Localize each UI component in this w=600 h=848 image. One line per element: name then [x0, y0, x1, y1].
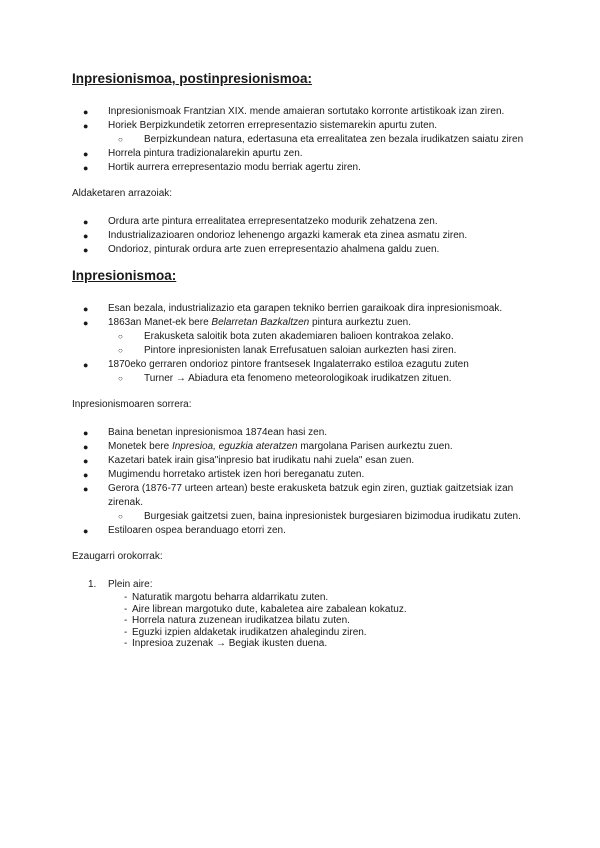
list-item: ● Horiek Berpizkundetik zetorren errepresentazio sistemarekin apurtu zuten.: [83, 120, 438, 131]
label-aldaketaren-arrazoiak: Aldaketaren arrazoiak:: [72, 188, 173, 199]
bullet-icon: ●: [83, 245, 89, 255]
bullet-icon: ●: [83, 121, 89, 131]
list-item: ● Ordura arte pintura errealitatea errepresentatzeko modurik zehatzena zen.: [83, 216, 438, 227]
list-item: ● Baina benetan inpresionismoa 1874ean hasi zen.: [83, 427, 328, 438]
circle-bullet-icon: ○: [118, 332, 123, 341]
dash-icon: -: [124, 626, 128, 638]
heading-inpresionismoa: Inpresionismoa:: [72, 268, 177, 283]
dash-item: - Aire librean margotuko dute, kabaletea aire zabalean kokatuz.: [124, 603, 407, 615]
intro-list: [72, 105, 528, 175]
list-item: ● 1870eko gerraren ondorioz pintore frantsesek Ingalaterrako estiloa ezagutu zuten: [83, 359, 469, 370]
label-inpresionismoaren-sorrera: Inpresionismoaren sorrera:: [72, 399, 192, 410]
dash-icon: -: [124, 603, 128, 615]
painting-title: Belarretan Bazkaltzen: [211, 317, 310, 328]
bullet-icon: ●: [83, 484, 89, 494]
dash-icon: -: [124, 615, 128, 626]
list-item: ● 1863an Manet-ek bere Belarretan Bazkaltzen pintura aurkeztu zuen.: [83, 317, 411, 328]
ezaugarri-list: [72, 578, 528, 650]
circle-bullet-icon: ○: [118, 135, 123, 144]
inpresionismoa-list: [72, 302, 528, 386]
aldaketa-list: [72, 215, 528, 257]
list-item: ● Hortik aurrera errepresentazio modu berriak agertu ziren.: [83, 162, 361, 173]
sorrera-list: [72, 426, 528, 538]
bullet-icon: ●: [83, 107, 89, 117]
list-item: ● Kazetari batek irain gisa"inpresio bat irudikatu nahi zuela" esan zuen.: [83, 455, 415, 466]
list-item: ● Gerora (1876-77 urteen artean) beste erakusketa batzuk egin ziren, guztiak gaitzetsiak izan zirenak.: [83, 483, 514, 508]
dash-icon: -: [124, 592, 128, 603]
list-item: ● Mugimendu horretako artistek izen hori bereganatu zuten.: [83, 469, 365, 480]
bullet-icon: ●: [83, 526, 89, 536]
dash-item: - Eguzki izpien aldaketak irudikatzen ahalegindu ziren.: [124, 626, 367, 638]
painting-title: Inpresioa, eguzkia ateratzen: [171, 441, 298, 452]
dash-item: - Horrela natura zuzenean irudikatzea bilatu zuten.: [124, 615, 350, 626]
label-ezaugarri-orokorrak: Ezaugarri orokorrak:: [72, 551, 163, 562]
sub-list-item: ○ Burgesiak gaitzetsi zuen, baina inpresionistek burgesiaren bizimodua irudikatu zuten.: [118, 511, 521, 522]
bullet-icon: ●: [83, 318, 89, 328]
bullet-icon: ●: [83, 442, 89, 452]
list-item: ● Horrela pintura tradizionalarekin apurtu zen.: [83, 148, 303, 159]
sub-list-item: ○ Erakusketa saloitik bota zuten akademiaren balioen kontrakoa zelako.: [118, 331, 454, 342]
bullet-icon: ●: [83, 149, 89, 159]
bullet-icon: ●: [83, 470, 89, 480]
item-number: 1.: [88, 579, 97, 590]
list-item: ● Monetek bere Inpresioa, eguzkia ateratzen margolana Parisen aurkeztu zuen.: [83, 441, 453, 452]
list-item: ● Ondorioz, pinturak ordura arte zuen errepresentazio ahalmena galdu zuen.: [83, 244, 440, 255]
bullet-icon: ●: [83, 217, 89, 227]
dash-item: - Inpresioa zuzenak → Begiak ikusten duena.: [124, 638, 328, 649]
list-item: ● Estiloaren ospea beranduago etorri zen.: [83, 525, 286, 536]
circle-bullet-icon: ○: [118, 346, 123, 355]
sub-list-item: ○ Pintore inpresionisten lanak Errefusatuen saloian aurkezten hasi ziren.: [118, 345, 457, 356]
bullet-icon: ●: [83, 456, 89, 466]
heading-inpresionismoa-postinpresionismoa: Inpresionismoa, postinpresionismoa:: [72, 71, 313, 86]
bullet-icon: ●: [83, 231, 89, 241]
numbered-item: 1. Plein aire:: [88, 579, 153, 590]
sub-list-item: ○ Berpizkundean natura, edertasuna eta errealitatea zen bezala irudikatzen saiatu ziren: [118, 134, 524, 145]
bullet-icon: ●: [83, 428, 89, 438]
circle-bullet-icon: ○: [118, 374, 123, 383]
bullet-icon: ●: [83, 304, 89, 314]
sub-list-item: ○ Turner → Abiadura eta fenomeno meteorologikoak irudikatzen zituen.: [118, 373, 452, 384]
list-item: ● Esan bezala, industrializazio eta garapen tekniko berrien garaikoak dira inpresionismoak.: [83, 303, 503, 314]
dash-item: - Naturatik margotu beharra aldarrikatu zuten.: [124, 592, 329, 603]
circle-bullet-icon: ○: [118, 512, 123, 521]
bullet-icon: ●: [83, 163, 89, 173]
bullet-icon: ●: [83, 360, 89, 370]
dash-icon: -: [124, 638, 128, 649]
list-item: ● Industrializazioaren ondorioz lehenengo argazki kamerak eta zinea asmatu ziren.: [83, 230, 468, 241]
list-item: ● Inpresionismoak Frantzian XIX. mende amaieran sortutako korronte artistikoak izan ziren.: [83, 106, 505, 117]
